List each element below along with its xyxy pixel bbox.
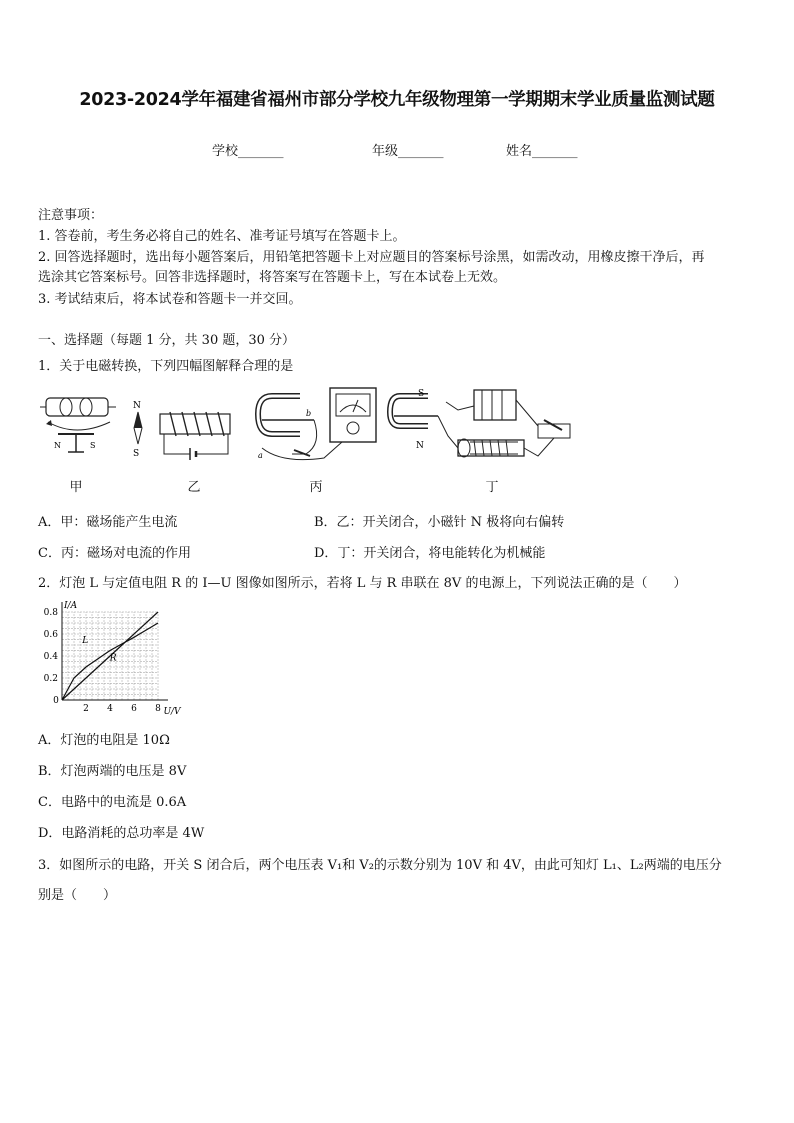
x-axis-label: U/V: [163, 707, 181, 717]
figure-bing: [252, 384, 380, 468]
figure-ding: [388, 386, 574, 468]
page-title: 2023-2024学年福建省福州市部分学校九年级物理第一学期期末学业质量监测试题: [79, 90, 715, 110]
compass-needle: [130, 398, 148, 460]
note-item: 3. 考试结束后，将本试卷和答题卡一并交回。: [38, 292, 302, 307]
figure-label: 丁: [485, 480, 499, 495]
svg-text:a: a: [258, 451, 263, 460]
figure-label: 丙: [309, 480, 323, 495]
q2-option-b: B．灯泡两端的电压是 8V: [38, 764, 187, 779]
q1-option-d: D．丁：开关闭合，将电能转化为机械能: [314, 546, 546, 561]
question-1-stem: 1．关于电磁转换，下列四幅图解释合理的是: [38, 359, 294, 374]
q1-option-c: C．丙：磁场对电流的作用: [38, 546, 191, 561]
x-tick-label: 4: [107, 704, 113, 714]
school-field[interactable]: 学校_______: [212, 144, 284, 159]
fig-jia-n: N: [54, 441, 61, 450]
y-tick-label: 0.6: [43, 630, 58, 640]
figure-label: 乙: [187, 480, 201, 495]
q2-option-c: C．电路中的电流是 0.6A: [38, 795, 187, 810]
svg-text:S: S: [418, 389, 425, 399]
series-label-L: L: [82, 635, 89, 646]
note-item: 选涂其它答案标号。回答非选择题时，将答案写在答题卡上，写在本试卷上无效。: [38, 270, 507, 285]
iu-graph-chart: [38, 596, 181, 720]
x-tick-label: 6: [131, 704, 137, 714]
question-3-stem-cont: 别是（ ）: [38, 888, 117, 903]
y-tick-label: 0.2: [43, 674, 58, 684]
name-field[interactable]: 姓名_______: [506, 144, 578, 159]
q1-option-a: A．甲：磁场能产生电流: [38, 515, 178, 530]
q2-option-a: A．灯泡的电阻是 10Ω: [38, 733, 170, 748]
series-label-R: R: [109, 653, 117, 664]
figure-label: 甲: [69, 480, 83, 495]
svg-text:S: S: [133, 449, 140, 459]
figure-yi: [156, 408, 236, 466]
x-tick-label: 2: [83, 704, 89, 714]
q1-option-b: B．乙：开关闭合，小磁针 N 极将向右偏转: [314, 515, 565, 530]
y-tick-label: 0.4: [43, 652, 58, 662]
fig-jia-s: S: [90, 441, 96, 450]
svg-text:N: N: [416, 441, 424, 451]
note-item: 1. 答卷前，考生务必将自己的姓名、准考证号填写在答题卡上。: [38, 229, 406, 244]
notes-heading: 注意事项：: [38, 208, 104, 223]
svg-text:b: b: [306, 409, 312, 418]
question-3-stem: 3．如图所示的电路，开关 S 闭合后，两个电压表 V₁和 V₂的示数分别为 10V 和 4V，由此可知灯 L₁、L₂两端的电压分: [38, 858, 722, 873]
x-tick-label: 0: [53, 696, 59, 706]
x-tick-label: 8: [155, 704, 161, 714]
q2-option-d: D．电路消耗的总功率是 4W: [38, 826, 205, 841]
svg-text:N: N: [133, 401, 141, 411]
figure-jia: [36, 390, 124, 462]
question-2-stem: 2．灯泡 L 与定值电阻 R 的 I—U 图像如图所示，若将 L 与 R 串联在 8V 的电源上，下列说法正确的是（ ）: [38, 576, 687, 591]
y-tick-label: 0.8: [43, 608, 58, 618]
section-heading: 一、选择题（每题 1 分，共 30 题，30 分）: [38, 333, 296, 348]
y-axis-label: I/A: [64, 601, 78, 611]
note-item: 2. 回答选择题时，选出每小题答案后，用铅笔把答题卡上对应题目的答案标号涂黑，如需改动，用橡皮擦干净后，再: [38, 250, 705, 265]
grade-field[interactable]: 年级_______: [372, 144, 444, 159]
